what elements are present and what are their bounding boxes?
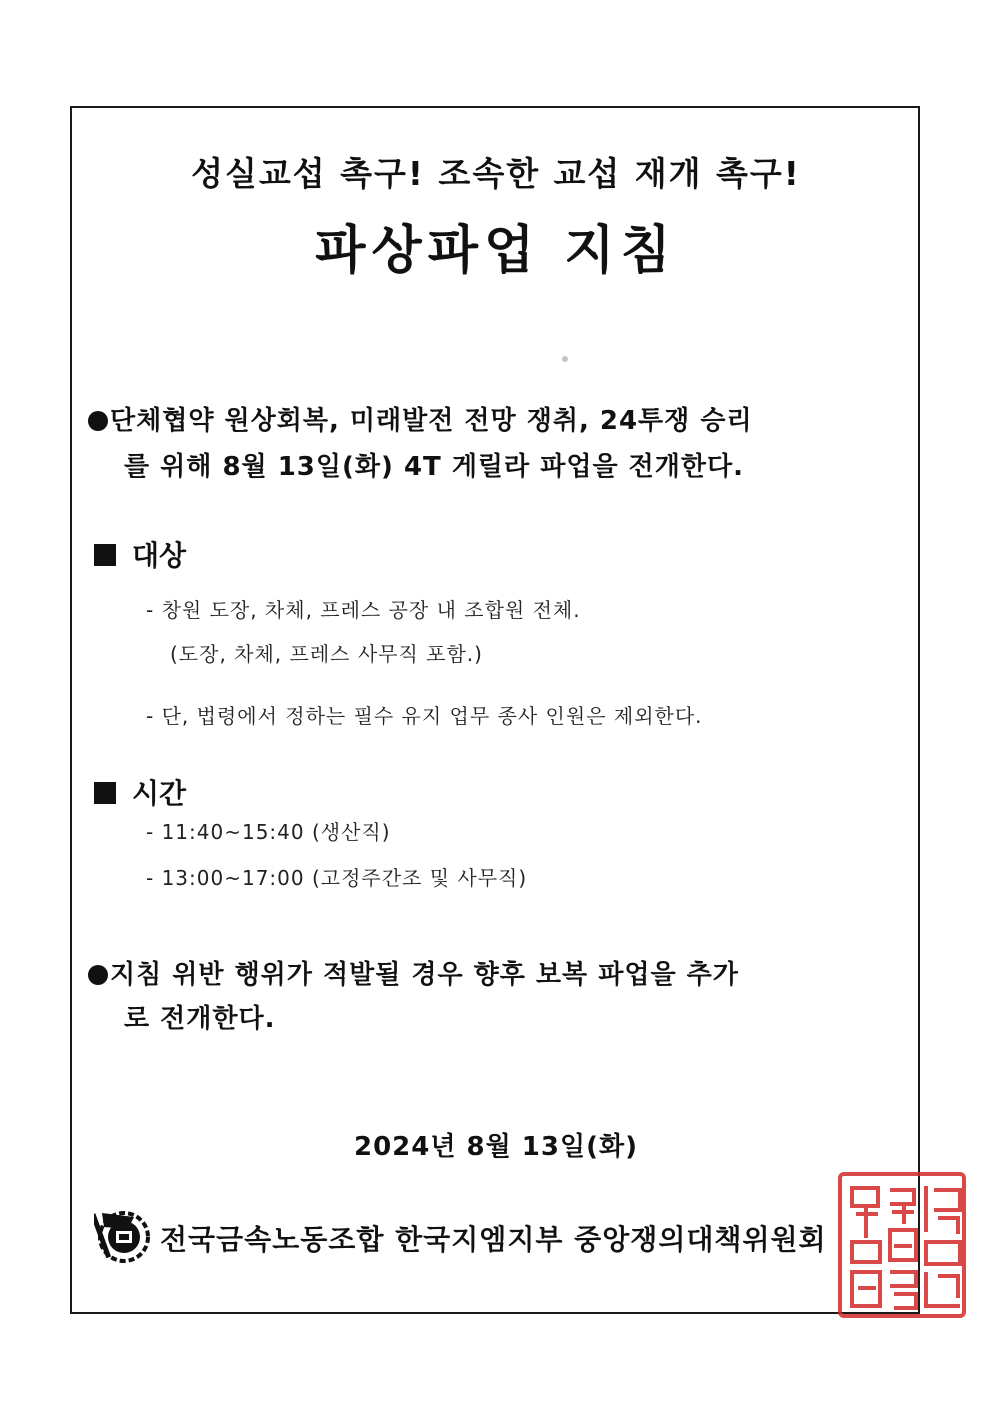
target-item-1: - 창원 도장, 차체, 프레스 공장 내 조합원 전체. xyxy=(146,598,581,622)
target-item-1-sub: (도장, 차체, 프레스 사무직 포함.) xyxy=(170,642,483,666)
section-target-heading: 대상 xyxy=(94,534,186,574)
bullet-1-line-1: 단체협약 원상회복, 미래발전 전망 쟁취, 24투쟁 승리 xyxy=(88,400,753,437)
bullet-icon xyxy=(88,965,108,985)
bullet-icon xyxy=(88,411,108,431)
union-logo-icon xyxy=(94,1207,152,1263)
red-seal-stamp-icon xyxy=(834,1168,970,1322)
section-time-heading: 시간 xyxy=(94,772,186,812)
target-item-2: - 단, 법령에서 정하는 필수 유지 업무 종사 인원은 제외한다. xyxy=(146,704,703,728)
bullet-1-line-2: 를 위해 8월 13일(화) 4T 게릴라 파업을 전개한다. xyxy=(124,452,744,482)
bullet-2-line-1: 지침 위반 행위가 적발될 경우 향후 보복 파업을 추가 xyxy=(88,954,739,991)
square-bullet-icon xyxy=(94,782,116,804)
title-line-2: 파상파업 지침 xyxy=(315,221,677,281)
title-line-1: 성실교섭 촉구! 조속한 교섭 재개 촉구! xyxy=(191,154,801,193)
time-item-1: - 11:40~15:40 (생산직) xyxy=(146,820,391,844)
document-date: 2024년 8월 13일(화) xyxy=(354,1132,638,1162)
square-bullet-icon xyxy=(94,544,116,566)
time-item-2: - 13:00~17:00 (고정주간조 및 사무직) xyxy=(146,866,528,890)
bullet-2-line-2: 로 전개한다. xyxy=(124,1004,276,1034)
organization-name: 전국금속노동조합 한국지엠지부 중앙쟁의대책위원회 xyxy=(160,1223,827,1256)
stray-dot xyxy=(562,356,568,362)
